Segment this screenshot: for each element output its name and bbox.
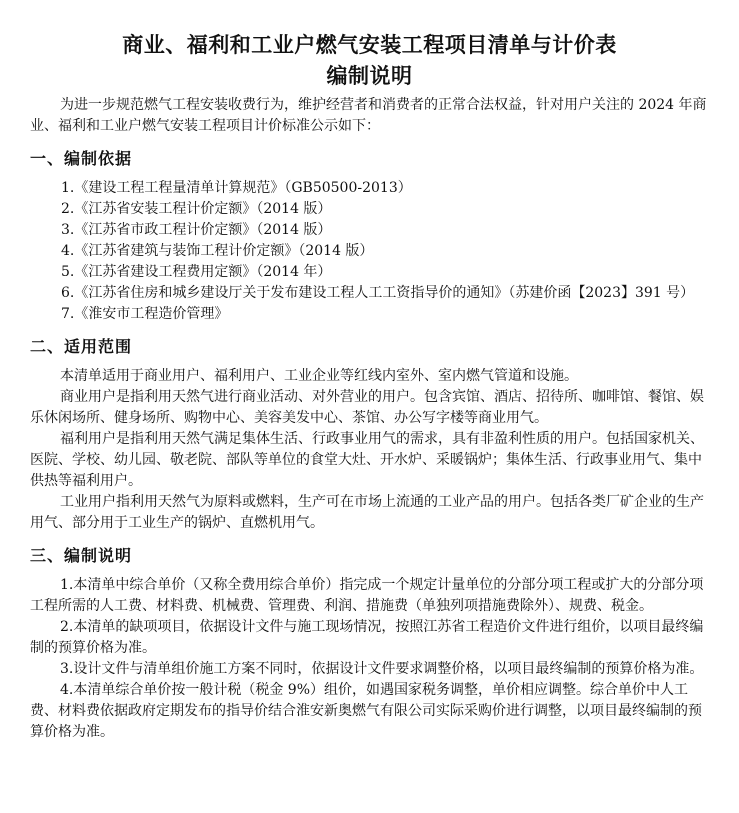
basis-item-5: 5.《江苏省建设工程费用定额》（2014 年） xyxy=(61,264,332,280)
basis-item-7: 7.《淮安市工程造价管理》 xyxy=(61,306,229,322)
scope-paragraph-2: 商业用户是指利用天然气进行商业活动、对外营业的用户。包含宾馆、酒店、招待所、咖啡馆、餐馆、娱乐休闲场所、健身场所、购物中心、美容美发中心、茶馆、办公写字楼等商业用气。 xyxy=(30,389,704,426)
notes-paragraph-2: 2.本清单的缺项项目，依据设计文件与施工现场情况，按照江苏省工程造价文件进行组价，以项目最终编制的预算价格为准。 xyxy=(30,619,704,656)
section-heading-basis: 一、编制依据 xyxy=(30,149,133,168)
basis-item-3: 3.《江苏省市政工程计价定额》（2014 版） xyxy=(61,222,332,238)
section-heading-notes: 三、编制说明 xyxy=(30,546,133,565)
document-subtitle: 编制说明 xyxy=(326,64,413,88)
notes-paragraph-3: 3.设计文件与清单组价施工方案不同时，依据设计文件要求调整价格，以项目最终编制的预算价格为准。 xyxy=(60,661,704,677)
scope-paragraph-4: 工业用户指利用天然气为原料或燃料，生产可在市场上流通的工业产品的用户。包括各类厂矿企业的生产用气、部分用于工业生产的锅炉、直燃机用气。 xyxy=(30,494,704,531)
scope-paragraph-1: 本清单适用于商业用户、福利用户、工业企业等红线内室外、室内燃气管道和设施。 xyxy=(60,368,578,384)
basis-item-2: 2.《江苏省安装工程计价定额》（2014 版） xyxy=(61,201,332,217)
basis-item-4: 4.《江苏省建筑与装饰工程计价定额》（2014 版） xyxy=(61,243,374,259)
basis-item-1: 1.《建设工程工程量清单计算规范》（GB50500-2013） xyxy=(61,180,412,196)
scope-paragraph-3: 福利用户是指利用天然气满足集体生活、行政事业用气的需求，具有非盈利性质的用户。包括国家机关、医院、学校、幼儿园、敬老院、部队等单位的食堂大灶、开水炉、采暖锅炉；集体生活、行政事业用气、集中供热等福利用户。 xyxy=(30,431,704,489)
notes-paragraph-4: 4.本清单综合单价按一般计税（税金 9%）组价，如遇国家税务调整，单价相应调整。综合单价中人工费、材料费依据政府定期发布的指导价结合淮安新奥燃气有限公司实际采购价进行调整，以项目最终编制的预算价格为准。 xyxy=(30,682,702,740)
section-heading-scope: 二、适用范围 xyxy=(30,337,133,356)
intro-paragraph: 为进一步规范燃气工程安装收费行为，维护经营者和消费者的正常合法权益，针对用户关注的 2024 年商业、福利和工业户燃气安装工程项目计价标准公示如下： xyxy=(30,97,707,134)
document-title: 商业、福利和工业户燃气安装工程项目清单与计价表 xyxy=(122,33,617,57)
basis-item-6: 6.《江苏省住房和城乡建设厅关于发布建设工程人工工资指导价的通知》（苏建价函【2023】391 号） xyxy=(61,285,695,301)
notes-paragraph-1: 1.本清单中综合单价（又称全费用综合单价）指完成一个规定计量单位的分部分项工程或扩大的分部分项工程所需的人工费、材料费、机械费、管理费、利润、措施费（单独列项措施费除外）、规费、税金。 xyxy=(30,577,704,614)
